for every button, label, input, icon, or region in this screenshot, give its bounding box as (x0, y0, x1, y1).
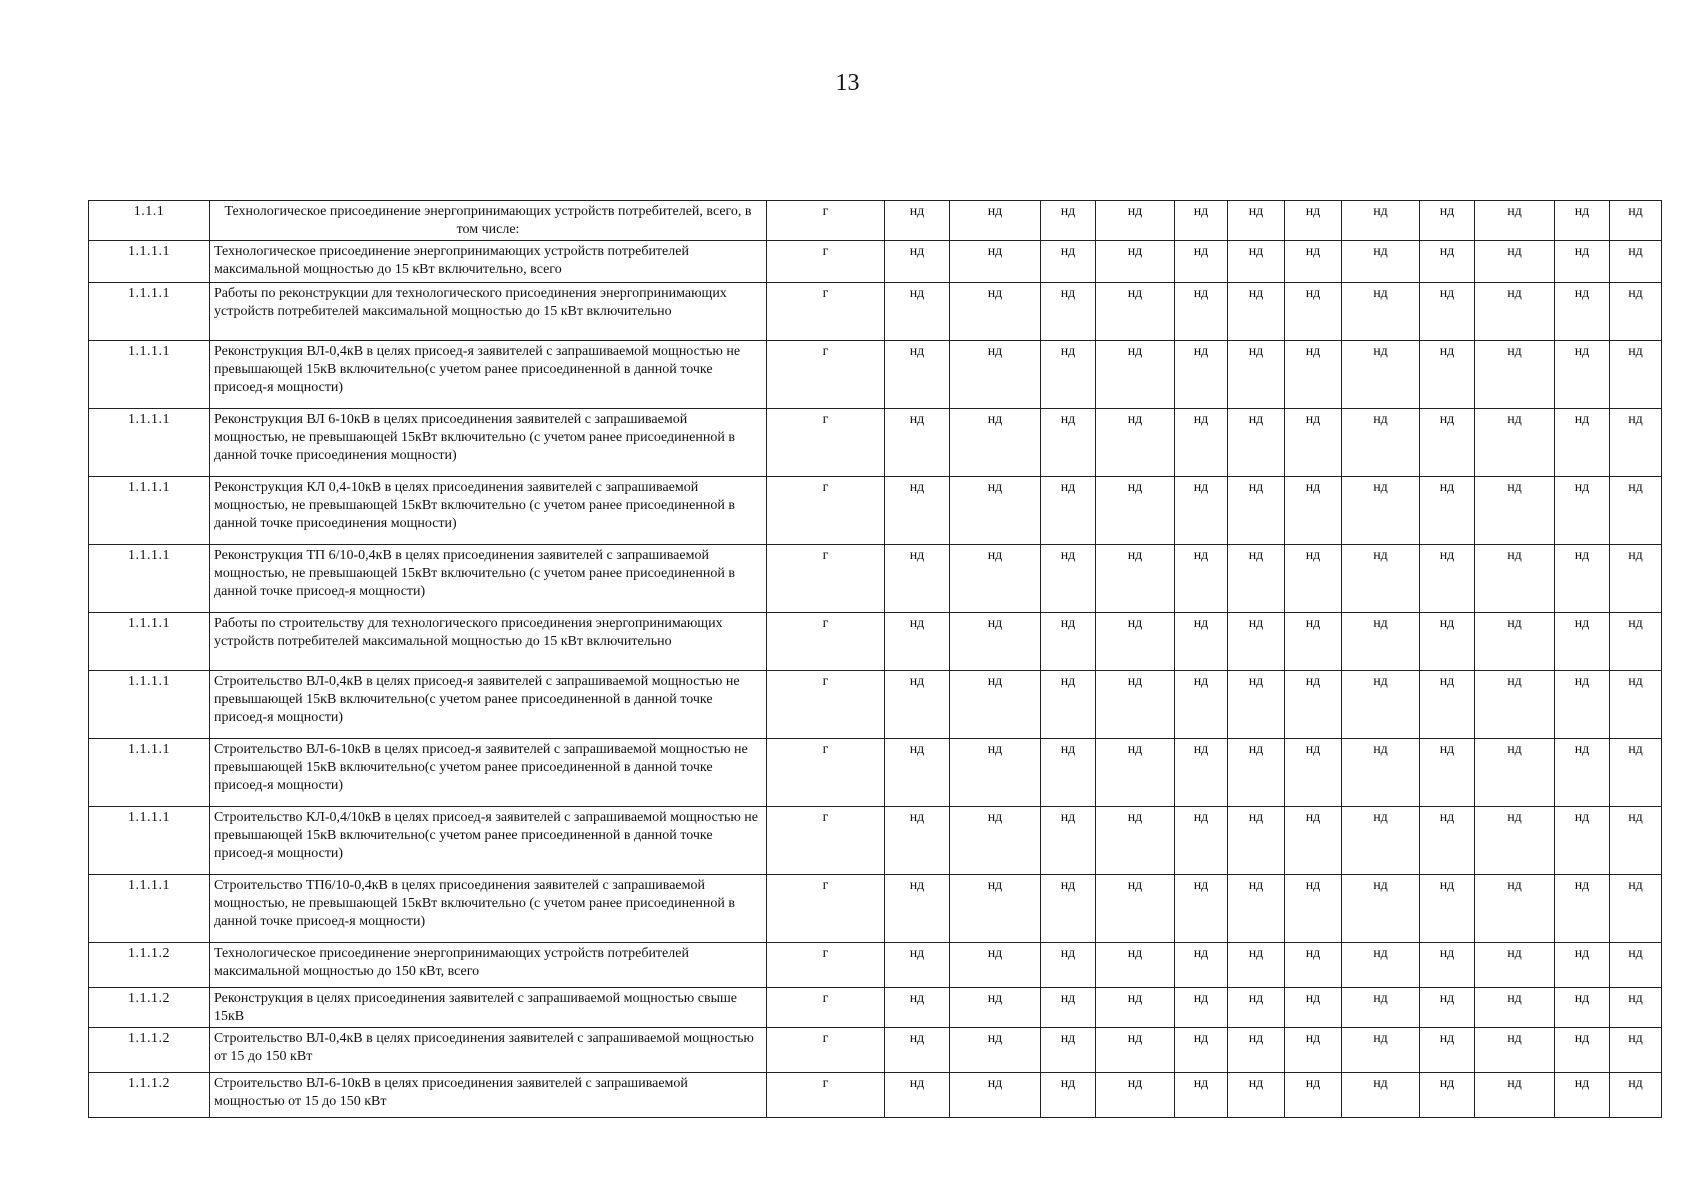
row-unit: г (767, 409, 885, 477)
row-value: нд (885, 283, 950, 341)
row-value: нд (950, 545, 1041, 613)
row-value: нд (1041, 409, 1096, 477)
row-value: нд (1555, 241, 1610, 283)
row-value: нд (1175, 341, 1228, 409)
table-row (89, 1028, 1662, 1073)
row-value: нд (1285, 671, 1342, 739)
row-value: нд (1420, 613, 1475, 671)
row-value: нд (1342, 201, 1420, 241)
row-value: нд (1285, 283, 1342, 341)
row-value: нд (1228, 545, 1285, 613)
row-unit: г (767, 739, 885, 807)
row-value: нд (1555, 739, 1610, 807)
row-value: нд (1555, 875, 1610, 943)
row-value: нд (1175, 988, 1228, 1028)
row-description: Реконструкция ВЛ 6-10кВ в целях присоединения заявителей с запрашиваемой мощностью, не превышающей 15кВт включительно (с учетом ранее присоединенной в данной точке присоединения мощности) (210, 409, 767, 477)
row-description: Строительство КЛ-0,4/10кВ в целях присоед-я заявителей с запрашиваемой мощностью не превышающей 15кВ включительно(с учетом ранее присоединенной в данной точке присоед-я мощности) (210, 807, 767, 875)
row-value: нд (1610, 477, 1662, 545)
row-value: нд (1228, 739, 1285, 807)
table-row (89, 477, 1662, 545)
row-unit: г (767, 545, 885, 613)
table-row (89, 409, 1662, 477)
row-description: Реконструкция ВЛ-0,4кВ в целях присоед-я заявителей с запрашиваемой мощностью не превышающей 15кВ включительно(с учетом ранее присоединенной в данной точке присоед-я мощности) (210, 341, 767, 409)
row-value: нд (1420, 283, 1475, 341)
row-code: 1.1.1.1 (89, 283, 210, 341)
row-value: нд (1228, 875, 1285, 943)
row-value: нд (950, 988, 1041, 1028)
row-value: нд (1285, 875, 1342, 943)
row-value: нд (1342, 875, 1420, 943)
table-row (89, 341, 1662, 409)
row-value: нд (1610, 875, 1662, 943)
row-value: нд (1096, 545, 1175, 613)
row-unit: г (767, 1073, 885, 1118)
row-value: нд (1610, 807, 1662, 875)
row-value: нд (1342, 1028, 1420, 1073)
row-value: нд (1096, 1073, 1175, 1118)
row-value: нд (885, 739, 950, 807)
row-value: нд (1475, 201, 1555, 241)
table-row (89, 201, 1662, 241)
row-value: нд (1555, 613, 1610, 671)
row-code: 1.1.1.2 (89, 1028, 210, 1073)
row-value: нд (1228, 671, 1285, 739)
row-value: нд (1175, 201, 1228, 241)
row-value: нд (1041, 283, 1096, 341)
row-value: нд (1096, 613, 1175, 671)
table-body (89, 201, 1662, 1118)
row-value: нд (1420, 671, 1475, 739)
row-value: нд (1610, 545, 1662, 613)
row-value: нд (1420, 341, 1475, 409)
row-value: нд (1342, 671, 1420, 739)
row-value: нд (1285, 241, 1342, 283)
row-unit: г (767, 283, 885, 341)
row-value: нд (1475, 1028, 1555, 1073)
row-value: нд (1420, 988, 1475, 1028)
row-code: 1.1.1.1 (89, 739, 210, 807)
row-value: нд (885, 241, 950, 283)
row-value: нд (1475, 671, 1555, 739)
row-value: нд (1420, 201, 1475, 241)
row-value: нд (1555, 807, 1610, 875)
row-value: нд (1228, 988, 1285, 1028)
row-value: нд (1228, 341, 1285, 409)
row-code: 1.1.1.1 (89, 875, 210, 943)
row-value: нд (1342, 283, 1420, 341)
table-row (89, 613, 1662, 671)
table-row (89, 1073, 1662, 1118)
row-value: нд (1096, 807, 1175, 875)
row-value: нд (1041, 739, 1096, 807)
row-description: Реконструкция КЛ 0,4-10кВ в целях присоединения заявителей с запрашиваемой мощностью, не превышающей 15кВт включительно (с учетом ранее присоединенной в данной точке присоединения мощности) (210, 477, 767, 545)
row-value: нд (950, 875, 1041, 943)
row-value: нд (1285, 201, 1342, 241)
row-description: Строительство ВЛ-0,4кВ в целях присоединения заявителей с запрашиваемой мощностью от 15 до 150 кВт (210, 1028, 767, 1073)
row-value: нд (1475, 545, 1555, 613)
row-unit: г (767, 807, 885, 875)
row-value: нд (1041, 477, 1096, 545)
row-value: нд (1285, 1028, 1342, 1073)
row-value: нд (1041, 241, 1096, 283)
row-value: нд (1555, 1028, 1610, 1073)
row-value: нд (885, 409, 950, 477)
row-value: нд (1555, 201, 1610, 241)
row-unit: г (767, 201, 885, 241)
row-value: нд (1175, 739, 1228, 807)
row-code: 1.1.1.1 (89, 545, 210, 613)
row-value: нд (950, 283, 1041, 341)
row-value: нд (1342, 241, 1420, 283)
row-value: нд (1285, 477, 1342, 545)
row-description: Строительство ВЛ-6-10кВ в целях присоединения заявителей с запрашиваемой мощностью от 15 до 150 кВт (210, 1073, 767, 1118)
row-value: нд (1175, 409, 1228, 477)
row-value: нд (1096, 671, 1175, 739)
row-value: нд (885, 201, 950, 241)
row-value: нд (1610, 739, 1662, 807)
row-value: нд (1342, 477, 1420, 545)
row-value: нд (1420, 1028, 1475, 1073)
row-value: нд (950, 943, 1041, 988)
row-value: нд (885, 875, 950, 943)
row-value: нд (1096, 943, 1175, 988)
row-value: нд (1555, 409, 1610, 477)
row-value: нд (1096, 341, 1175, 409)
row-value: нд (1475, 943, 1555, 988)
row-value: нд (1285, 409, 1342, 477)
row-value: нд (950, 201, 1041, 241)
row-value: нд (950, 341, 1041, 409)
row-code: 1.1.1.2 (89, 943, 210, 988)
table-row (89, 988, 1662, 1028)
row-value: нд (1342, 943, 1420, 988)
row-value: нд (1041, 943, 1096, 988)
row-description: Строительство ВЛ-6-10кВ в целях присоед-я заявителей с запрашиваемой мощностью не превышающей 15кВ включительно(с учетом ранее присоединенной в данной точке присоед-я мощности) (210, 739, 767, 807)
row-value: нд (1096, 241, 1175, 283)
row-value: нд (1041, 988, 1096, 1028)
row-value: нд (1175, 283, 1228, 341)
row-value: нд (950, 739, 1041, 807)
row-code: 1.1.1.1 (89, 807, 210, 875)
row-value: нд (1342, 1073, 1420, 1118)
row-value: нд (1096, 283, 1175, 341)
row-value: нд (1420, 943, 1475, 988)
investment-table (88, 200, 1662, 1118)
row-value: нд (1420, 807, 1475, 875)
row-value: нд (1041, 201, 1096, 241)
row-value: нд (1555, 1073, 1610, 1118)
row-code: 1.1.1.1 (89, 613, 210, 671)
row-description: Реконструкция в целях присоединения заявителей с запрашиваемой мощностью свыше 15кВ (210, 988, 767, 1028)
row-value: нд (1420, 739, 1475, 807)
row-description: Реконструкция ТП 6/10-0,4кВ в целях присоединения заявителей с запрашиваемой мощностью, не превышающей 15кВт включительно (с учетом ранее присоединенной в данной точке присоед-я мощности) (210, 545, 767, 613)
row-value: нд (1041, 545, 1096, 613)
row-value: нд (1610, 283, 1662, 341)
row-value: нд (950, 1073, 1041, 1118)
row-unit: г (767, 988, 885, 1028)
row-value: нд (1096, 875, 1175, 943)
row-value: нд (1420, 1073, 1475, 1118)
row-value: нд (1342, 807, 1420, 875)
row-value: нд (1420, 875, 1475, 943)
row-unit: г (767, 613, 885, 671)
row-value: нд (1555, 988, 1610, 1028)
row-value: нд (885, 341, 950, 409)
row-description: Строительство ВЛ-0,4кВ в целях присоед-я заявителей с запрашиваемой мощностью не превышающей 15кВ включительно(с учетом ранее присоединенной в данной точке присоед-я мощности) (210, 671, 767, 739)
row-description: Работы по реконструкции для технологического присоединения энергопринимающих устройств потребителей максимальной мощностью до 15 кВт включительно (210, 283, 767, 341)
row-value: нд (1475, 807, 1555, 875)
table-row (89, 807, 1662, 875)
row-unit: г (767, 341, 885, 409)
row-value: нд (1555, 477, 1610, 545)
row-code: 1.1.1.1 (89, 671, 210, 739)
row-value: нд (1096, 409, 1175, 477)
row-value: нд (1175, 943, 1228, 988)
row-value: нд (1475, 875, 1555, 943)
row-value: нд (1228, 241, 1285, 283)
row-value: нд (1041, 613, 1096, 671)
row-value: нд (885, 807, 950, 875)
row-value: нд (1096, 988, 1175, 1028)
row-value: нд (1555, 283, 1610, 341)
row-value: нд (1475, 988, 1555, 1028)
row-value: нд (950, 807, 1041, 875)
row-value: нд (1555, 943, 1610, 988)
row-value: нд (1420, 241, 1475, 283)
row-value: нд (1475, 613, 1555, 671)
row-value: нд (1610, 409, 1662, 477)
row-value: нд (885, 613, 950, 671)
row-code: 1.1.1.1 (89, 409, 210, 477)
row-value: нд (1475, 241, 1555, 283)
row-code: 1.1.1.2 (89, 1073, 210, 1118)
row-value: нд (1342, 545, 1420, 613)
row-value: нд (1041, 807, 1096, 875)
row-value: нд (1228, 1073, 1285, 1118)
row-description: Работы по строительству для технологического присоединения энергопринимающих устройств потребителей максимальной мощностью до 15 кВт включительно (210, 613, 767, 671)
row-value: нд (1475, 341, 1555, 409)
row-value: нд (1175, 241, 1228, 283)
row-unit: г (767, 477, 885, 545)
row-description: Технологическое присоединение энергопринимающих устройств потребителей максимальной мощностью до 15 кВт включительно, всего (210, 241, 767, 283)
row-value: нд (1342, 409, 1420, 477)
row-value: нд (1610, 341, 1662, 409)
row-value: нд (1228, 613, 1285, 671)
row-value: нд (885, 477, 950, 545)
row-value: нд (1610, 988, 1662, 1028)
table-row (89, 943, 1662, 988)
row-value: нд (1096, 739, 1175, 807)
row-value: нд (1228, 807, 1285, 875)
row-value: нд (1228, 201, 1285, 241)
row-value: нд (1041, 875, 1096, 943)
row-value: нд (1420, 477, 1475, 545)
row-value: нд (950, 477, 1041, 545)
row-value: нд (1175, 545, 1228, 613)
row-value: нд (950, 241, 1041, 283)
row-value: нд (1475, 1073, 1555, 1118)
row-value: нд (1228, 1028, 1285, 1073)
row-value: нд (1285, 1073, 1342, 1118)
table-row (89, 739, 1662, 807)
row-code: 1.1.1.1 (89, 341, 210, 409)
row-value: нд (1041, 1028, 1096, 1073)
row-value: нд (885, 671, 950, 739)
row-value: нд (1041, 341, 1096, 409)
row-value: нд (1285, 341, 1342, 409)
row-value: нд (1228, 409, 1285, 477)
row-value: нд (1610, 943, 1662, 988)
row-value: нд (885, 545, 950, 613)
row-code: 1.1.1.2 (89, 988, 210, 1028)
row-value: нд (1420, 545, 1475, 613)
row-value: нд (1475, 409, 1555, 477)
table-row (89, 671, 1662, 739)
row-value: нд (1041, 1073, 1096, 1118)
row-code: 1.1.1.1 (89, 241, 210, 283)
row-value: нд (1555, 545, 1610, 613)
row-value: нд (950, 671, 1041, 739)
row-unit: г (767, 241, 885, 283)
row-value: нд (1285, 943, 1342, 988)
row-value: нд (885, 943, 950, 988)
row-value: нд (950, 1028, 1041, 1073)
row-value: нд (1228, 943, 1285, 988)
row-value: нд (1342, 739, 1420, 807)
row-value: нд (1555, 341, 1610, 409)
row-value: нд (950, 613, 1041, 671)
row-value: нд (1096, 477, 1175, 545)
row-value: нд (1096, 201, 1175, 241)
row-value: нд (950, 409, 1041, 477)
row-value: нд (885, 1028, 950, 1073)
row-value: нд (1342, 341, 1420, 409)
row-value: нд (1175, 613, 1228, 671)
table-row (89, 241, 1662, 283)
row-description: Технологическое присоединение энергопринимающих устройств потребителей максимальной мощностью до 150 кВт, всего (210, 943, 767, 988)
row-value: нд (1175, 807, 1228, 875)
page-number: 13 (835, 70, 860, 96)
row-value: нд (1041, 671, 1096, 739)
row-unit: г (767, 943, 885, 988)
row-value: нд (1285, 613, 1342, 671)
row-value: нд (1285, 545, 1342, 613)
row-value: нд (1096, 1028, 1175, 1073)
row-value: нд (1475, 739, 1555, 807)
row-value: нд (1175, 875, 1228, 943)
row-value: нд (885, 988, 950, 1028)
row-value: нд (1342, 988, 1420, 1028)
row-value: нд (1610, 671, 1662, 739)
row-description: Технологическое присоединение энергопринимающих устройств потребителей, всего, в том числе: (210, 201, 767, 241)
row-value: нд (885, 1073, 950, 1118)
row-value: нд (1610, 1028, 1662, 1073)
row-value: нд (1285, 807, 1342, 875)
table-row (89, 875, 1662, 943)
row-value: нд (1610, 201, 1662, 241)
row-value: нд (1342, 613, 1420, 671)
row-value: нд (1610, 613, 1662, 671)
row-value: нд (1555, 671, 1610, 739)
row-value: нд (1228, 283, 1285, 341)
row-value: нд (1175, 671, 1228, 739)
row-code: 1.1.1.1 (89, 477, 210, 545)
row-value: нд (1475, 477, 1555, 545)
row-unit: г (767, 671, 885, 739)
row-value: нд (1610, 1073, 1662, 1118)
table-row (89, 545, 1662, 613)
row-value: нд (1420, 409, 1475, 477)
row-value: нд (1285, 739, 1342, 807)
row-unit: г (767, 1028, 885, 1073)
table-row (89, 283, 1662, 341)
row-value: нд (1175, 477, 1228, 545)
row-value: нд (1228, 477, 1285, 545)
row-description: Строительство ТП6/10-0,4кВ в целях присоединения заявителей с запрашиваемой мощностью, не превышающей 15кВт включительно (с учетом ранее присоединенной в данной точке присоед-я мощности) (210, 875, 767, 943)
row-value: нд (1175, 1073, 1228, 1118)
row-value: нд (1175, 1028, 1228, 1073)
row-value: нд (1285, 988, 1342, 1028)
row-code: 1.1.1 (89, 201, 210, 241)
row-value: нд (1610, 241, 1662, 283)
row-value: нд (1475, 283, 1555, 341)
row-unit: г (767, 875, 885, 943)
